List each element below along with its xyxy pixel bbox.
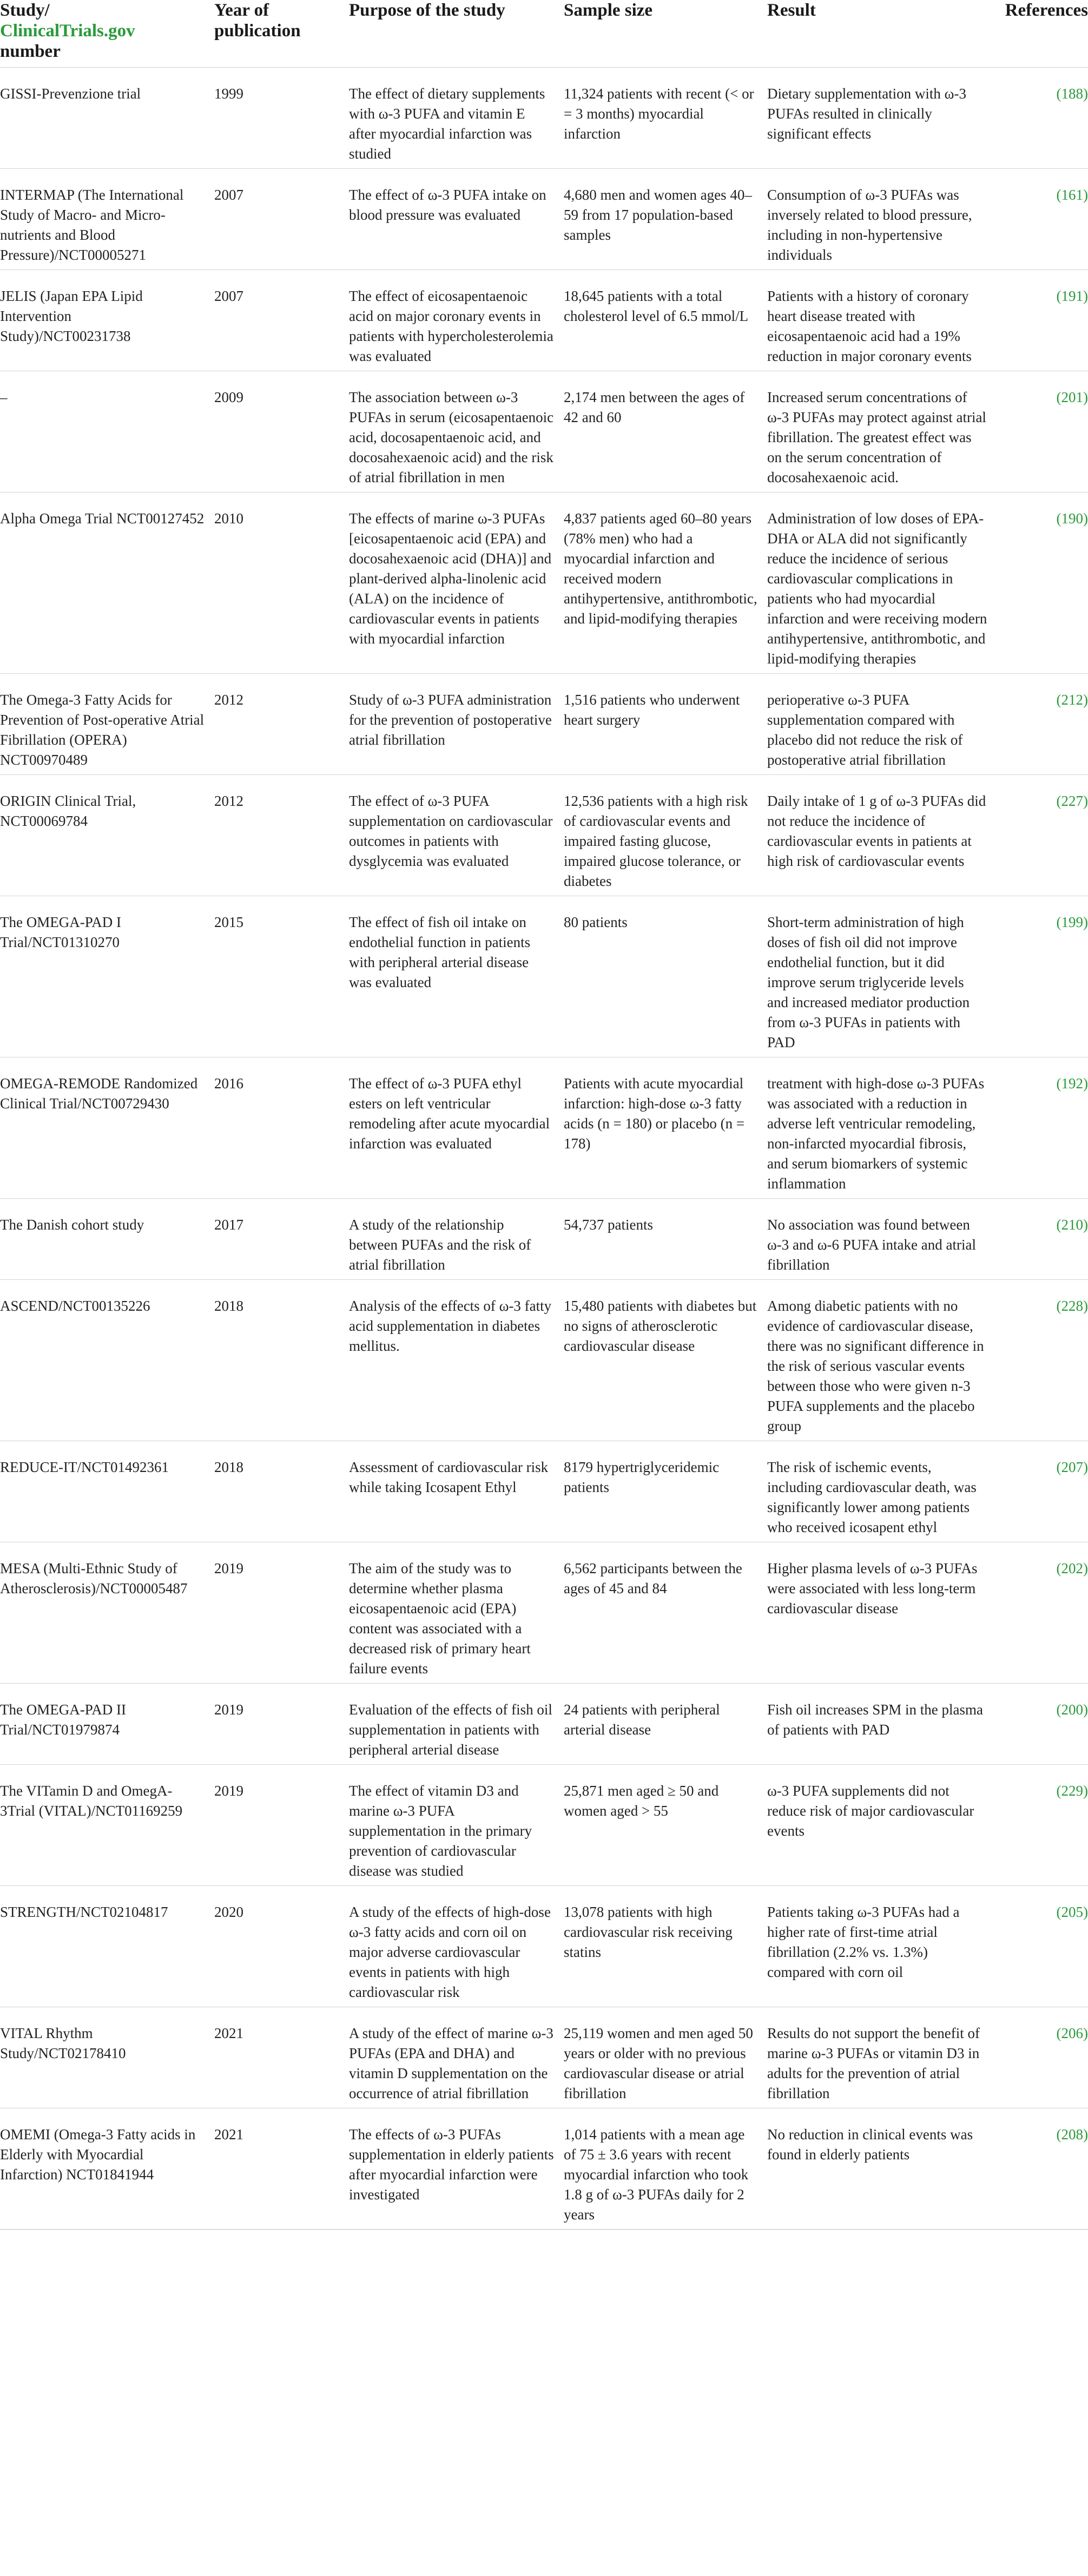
study-cell: The OMEGA-PAD I Trial/NCT01310270 bbox=[0, 914, 121, 950]
sample-cell: 18,645 patients with a total cholesterol level of 6.5 mmol/L bbox=[564, 288, 749, 324]
study-cell: OMEGA-REMODE Randomized Clinical Trial/NCT00729430 bbox=[0, 1075, 198, 1112]
table-row bbox=[0, 371, 1088, 492]
sample-cell: 15,480 patients with diabetes but no signs of atherosclerotic cardiovascular disease bbox=[564, 1298, 757, 1354]
sample-cell: 25,119 women and men aged 50 years or older with no previous cardiovascular disease or atrial fibrillation bbox=[564, 2025, 753, 2101]
result-cell: Dietary supplementation with ω-3 PUFAs resulted in clinically significant effects bbox=[767, 86, 966, 142]
table-row bbox=[0, 1057, 1088, 1199]
table-row bbox=[0, 68, 1088, 169]
sample-cell: 12,536 patients with a high risk of cardiovascular events and impaired fasting glucose, impaired glucose tolerance, or diabetes bbox=[564, 793, 748, 889]
study-cell: – bbox=[0, 389, 8, 405]
year-cell: 2017 bbox=[214, 1217, 243, 1233]
sample-cell: 2,174 men between the ages of 42 and 60 bbox=[564, 389, 745, 425]
year-cell: 2020 bbox=[214, 1904, 243, 1920]
table-row bbox=[0, 1765, 1088, 1886]
table-row bbox=[0, 674, 1088, 775]
table-row bbox=[0, 1684, 1088, 1765]
study-cell: MESA (Multi-Ethnic Study of Atherosclerosis)/NCT00005487 bbox=[0, 1560, 188, 1596]
reference-link[interactable]: (228) bbox=[1056, 1298, 1088, 1314]
year-cell: 2007 bbox=[214, 187, 243, 203]
result-cell: The risk of ischemic events, including cardiovascular death, was significantly lower among patients who received icosapent ethyl bbox=[767, 1459, 977, 1535]
header-year: Year of publication bbox=[214, 1, 301, 41]
reference-link[interactable]: (200) bbox=[1056, 1701, 1088, 1718]
year-cell: 2016 bbox=[214, 1075, 243, 1092]
year-cell: 2021 bbox=[214, 2025, 243, 2041]
reference-link[interactable]: (210) bbox=[1056, 1217, 1088, 1233]
purpose-cell: Assessment of cardiovascular risk while taking Icosapent Ethyl bbox=[349, 1459, 549, 1495]
purpose-cell: The effect of ω-3 PUFA supplementation on cardiovascular outcomes in patients with dysglycemia was evaluated bbox=[349, 793, 553, 869]
table-row bbox=[0, 169, 1088, 270]
header-result: Result bbox=[767, 1, 816, 20]
header-study-prefix: Study/ bbox=[0, 1, 50, 20]
purpose-cell: Evaluation of the effects of fish oil supplementation in patients with peripheral arterial disease bbox=[349, 1701, 552, 1758]
sample-cell: 1,014 patients with a mean age of 75 ± 3.6 years with recent myocardial infarction who took 1.8 g of ω-3 PUFAs daily for 2 years bbox=[564, 2126, 749, 2223]
sample-cell: Patients with acute myocardial infarction: high-dose ω-3 fatty acids (n = 180) or placebo (n = 178) bbox=[564, 1075, 745, 1152]
sample-cell: 25,871 men aged ≥ 50 and women aged > 55 bbox=[564, 1783, 719, 1819]
table-row bbox=[0, 1441, 1088, 1542]
reference-link[interactable]: (205) bbox=[1056, 1904, 1088, 1920]
year-cell: 2012 bbox=[214, 793, 243, 809]
table-row bbox=[0, 2108, 1088, 2230]
header-sample: Sample size bbox=[564, 1, 653, 20]
reference-link[interactable]: (192) bbox=[1056, 1075, 1088, 1092]
result-cell: Results do not support the benefit of marine ω-3 PUFAs or vitamin D3 in adults for the prevention of atrial fibrillation bbox=[767, 2025, 980, 2101]
result-cell: Administration of low doses of EPA-DHA or ALA did not significantly reduce the incidence of serious cardiovascular complications in patients who had myocardial infarction and were receiving modern antihypertensive, antithrombotic, and lipid-modifying therapies bbox=[767, 510, 987, 667]
sample-cell: 11,324 patients with recent (< or = 3 months) myocardial infarction bbox=[564, 86, 754, 142]
sample-cell: 24 patients with peripheral arterial disease bbox=[564, 1701, 720, 1738]
purpose-cell: The association between ω-3 PUFAs in serum (eicosapentaenoic acid, docosapentaenoic acid, and docosahexaenoic acid) and the risk of atrial fibrillation in men bbox=[349, 389, 554, 485]
table-bottom-rule bbox=[0, 2229, 1088, 2230]
reference-link[interactable]: (229) bbox=[1056, 1783, 1088, 1799]
result-cell: perioperative ω-3 PUFA supplementation compared with placebo did not reduce the risk of postoperative atrial fibrillation bbox=[767, 692, 963, 768]
result-cell: Fish oil increases SPM in the plasma of patients with PAD bbox=[767, 1701, 983, 1738]
year-cell: 2018 bbox=[214, 1298, 243, 1314]
table-row bbox=[0, 1542, 1088, 1684]
reference-link[interactable]: (161) bbox=[1056, 187, 1088, 203]
year-cell: 2019 bbox=[214, 1701, 243, 1718]
result-cell: Higher plasma levels of ω-3 PUFAs were associated with less long-term cardiovascular disease bbox=[767, 1560, 978, 1616]
sample-cell: 54,737 patients bbox=[564, 1217, 653, 1233]
result-cell: Increased serum concentrations of ω-3 PUFAs may protect against atrial fibrillation. The greatest effect was on the serum concentration of docosahexaenoic acid. bbox=[767, 389, 986, 485]
table-row bbox=[0, 492, 1088, 674]
study-cell: The Danish cohort study bbox=[0, 1217, 144, 1233]
result-cell: Patients taking ω-3 PUFAs had a higher rate of first-time atrial fibrillation (2.2% vs. 1.3%) compared with corn oil bbox=[767, 1904, 960, 1980]
year-cell: 2007 bbox=[214, 288, 243, 304]
purpose-cell: The effect of ω-3 PUFA ethyl esters on left ventricular remodeling after acute myocardial infarction was evaluated bbox=[349, 1075, 550, 1152]
result-cell: Daily intake of 1 g of ω-3 PUFAs did not reduce the incidence of cardiovascular events in patients at high risk of cardiovascular events bbox=[767, 793, 986, 869]
year-cell: 2009 bbox=[214, 389, 243, 405]
purpose-cell: A study of the relationship between PUFAs and the risk of atrial fibrillation bbox=[349, 1217, 531, 1273]
sample-cell: 80 patients bbox=[564, 914, 628, 930]
result-cell: treatment with high-dose ω-3 PUFAs was associated with a reduction in adverse left ventricular remodeling, non-infarcted myocardial fibrosis, and serum biomarkers of systemic inflammation bbox=[767, 1075, 985, 1192]
purpose-cell: Analysis of the effects of ω-3 fatty acid supplementation in diabetes mellitus. bbox=[349, 1298, 552, 1354]
purpose-cell: The effects of marine ω-3 PUFAs [eicosapentaenoic acid (EPA) and docosahexaenoic acid (DHA)] and plant-derived alpha-linolenic acid (ALA) on the incidence of cardiovascular events in patients with myocardial infarction bbox=[349, 510, 552, 647]
table-row bbox=[0, 1199, 1088, 1280]
study-cell: The Omega-3 Fatty Acids for Prevention of Post-operative Atrial Fibrillation (OPERA) NCT00970489 bbox=[0, 692, 205, 768]
study-cell: The OMEGA-PAD II Trial/NCT01979874 bbox=[0, 1701, 126, 1738]
purpose-cell: The effect of vitamin D3 and marine ω-3 PUFA supplementation in the primary prevention of cardiovascular disease was studied bbox=[349, 1783, 532, 1879]
header-references: References bbox=[1005, 1, 1088, 20]
table-row bbox=[0, 2007, 1088, 2108]
result-cell: No reduction in clinical events was found in elderly patients bbox=[767, 2126, 973, 2163]
purpose-cell: The effects of ω-3 PUFAs supplementation in elderly patients after myocardial infarction were investigated bbox=[349, 2126, 554, 2203]
sample-cell: 13,078 patients with high cardiovascular risk receiving statins bbox=[564, 1904, 733, 1960]
study-cell: GISSI-Prevenzione trial bbox=[0, 86, 141, 102]
table-row bbox=[0, 1886, 1088, 2007]
reference-link[interactable]: (190) bbox=[1056, 510, 1088, 527]
reference-link[interactable]: (191) bbox=[1056, 288, 1088, 304]
study-cell: ASCEND/NCT00135226 bbox=[0, 1298, 150, 1314]
reference-link[interactable]: (208) bbox=[1056, 2126, 1088, 2143]
sample-cell: 4,680 men and women ages 40–59 from 17 population-based samples bbox=[564, 187, 752, 243]
year-cell: 2015 bbox=[214, 914, 243, 930]
study-cell: REDUCE-IT/NCT01492361 bbox=[0, 1459, 169, 1475]
purpose-cell: Study of ω-3 PUFA administration for the prevention of postoperative atrial fibrillation bbox=[349, 692, 552, 748]
study-cell: STRENGTH/NCT02104817 bbox=[0, 1904, 168, 1920]
purpose-cell: The effect of fish oil intake on endothelial function in patients with peripheral arterial disease was evaluated bbox=[349, 914, 531, 990]
table-header-row bbox=[0, 0, 1088, 68]
sample-cell: 6,562 participants between the ages of 45 and 84 bbox=[564, 1560, 742, 1596]
reference-link[interactable]: (227) bbox=[1056, 793, 1088, 809]
year-cell: 2010 bbox=[214, 510, 243, 527]
reference-link[interactable]: (201) bbox=[1056, 389, 1088, 405]
table-row bbox=[0, 270, 1088, 371]
study-cell: OMEMI (Omega-3 Fatty acids in Elderly with Myocardial Infarction) NCT01841944 bbox=[0, 2126, 196, 2183]
result-cell: ω-3 PUFA supplements did not reduce risk of major cardiovascular events bbox=[767, 1783, 974, 1839]
sample-cell: 8179 hypertriglyceridemic patients bbox=[564, 1459, 720, 1495]
reference-link[interactable]: (199) bbox=[1056, 914, 1088, 930]
header-study bbox=[0, 0, 214, 68]
table-body bbox=[0, 68, 1088, 2230]
reference-link[interactable]: (202) bbox=[1056, 1560, 1088, 1576]
reference-link[interactable]: (207) bbox=[1056, 1459, 1088, 1475]
year-cell: 1999 bbox=[214, 86, 243, 102]
sample-cell: 1,516 patients who underwent heart surgery bbox=[564, 692, 740, 728]
study-cell: Alpha Omega Trial NCT00127452 bbox=[0, 510, 205, 527]
result-cell: Consumption of ω-3 PUFAs was inversely related to blood pressure, including in non-hypertensive individuals bbox=[767, 187, 972, 263]
reference-link[interactable]: (206) bbox=[1056, 2025, 1088, 2041]
reference-link[interactable]: (212) bbox=[1056, 692, 1088, 708]
study-cell: The VITamin D and OmegA-3Trial (VITAL)/NCT01169259 bbox=[0, 1783, 183, 1819]
header-purpose: Purpose of the study bbox=[349, 1, 505, 20]
purpose-cell: The effect of ω-3 PUFA intake on blood pressure was evaluated bbox=[349, 187, 546, 223]
year-cell: 2019 bbox=[214, 1783, 243, 1799]
table-row bbox=[0, 896, 1088, 1057]
result-cell: Short-term administration of high doses of fish oil did not improve endothelial function, but it did improve serum triglyceride levels and increased mediator production from ω-3 PUFAs in patients with PAD bbox=[767, 914, 970, 1050]
result-cell: No association was found between ω-3 and ω-6 PUFA intake and atrial fibrillation bbox=[767, 1217, 976, 1273]
sample-cell: 4,837 patients aged 60–80 years (78% men) who had a myocardial infarction and received modern antihypertensive, antithrombotic, and lipid-modifying therapies bbox=[564, 510, 757, 627]
year-cell: 2021 bbox=[214, 2126, 243, 2143]
study-cell: ORIGIN Clinical Trial, NCT00069784 bbox=[0, 793, 136, 829]
reference-link[interactable]: (188) bbox=[1056, 86, 1088, 102]
year-cell: 2018 bbox=[214, 1459, 243, 1475]
study-cell: VITAL Rhythm Study/NCT02178410 bbox=[0, 2025, 126, 2061]
result-cell: Patients with a history of coronary heart disease treated with eicosapentaenoic acid had a 19% reduction in major coronary events bbox=[767, 288, 972, 364]
purpose-cell: A study of the effect of marine ω-3 PUFAs (EPA and DHA) and vitamin D supplementation on the occurrence of atrial fibrillation bbox=[349, 2025, 553, 2101]
study-cell: INTERMAP (The International Study of Macro- and Micro-nutrients and Blood Pressure)/NCT00005271 bbox=[0, 187, 184, 263]
purpose-cell: A study of the effects of high-dose ω-3 fatty acids and corn oil on major adverse cardiovascular events in patients with high cardiovascular risk bbox=[349, 1904, 551, 2000]
year-cell: 2019 bbox=[214, 1560, 243, 1576]
clinicaltrials-link[interactable]: ClinicalTrials.gov bbox=[0, 21, 135, 41]
table-row bbox=[0, 775, 1088, 896]
header-study-suffix: number bbox=[0, 42, 61, 61]
study-cell: JELIS (Japan EPA Lipid Intervention Study)/NCT00231738 bbox=[0, 288, 143, 344]
result-cell: Among diabetic patients with no evidence of cardiovascular disease, there was no significant difference in the risk of serious vascular events between those who were given n-3 PUFA supplements and the placebo group bbox=[767, 1298, 984, 1434]
table-row bbox=[0, 1280, 1088, 1441]
purpose-cell: The effect of eicosapentaenoic acid on major coronary events in patients with hypercholesterolemia was evaluated bbox=[349, 288, 553, 364]
year-cell: 2012 bbox=[214, 692, 243, 708]
purpose-cell: The effect of dietary supplements with ω-3 PUFA and vitamin E after myocardial infarction was studied bbox=[349, 86, 545, 162]
purpose-cell: The aim of the study was to determine whether plasma eicosapentaenoic acid (EPA) content was associated with a decreased risk of primary heart failure events bbox=[349, 1560, 531, 1677]
